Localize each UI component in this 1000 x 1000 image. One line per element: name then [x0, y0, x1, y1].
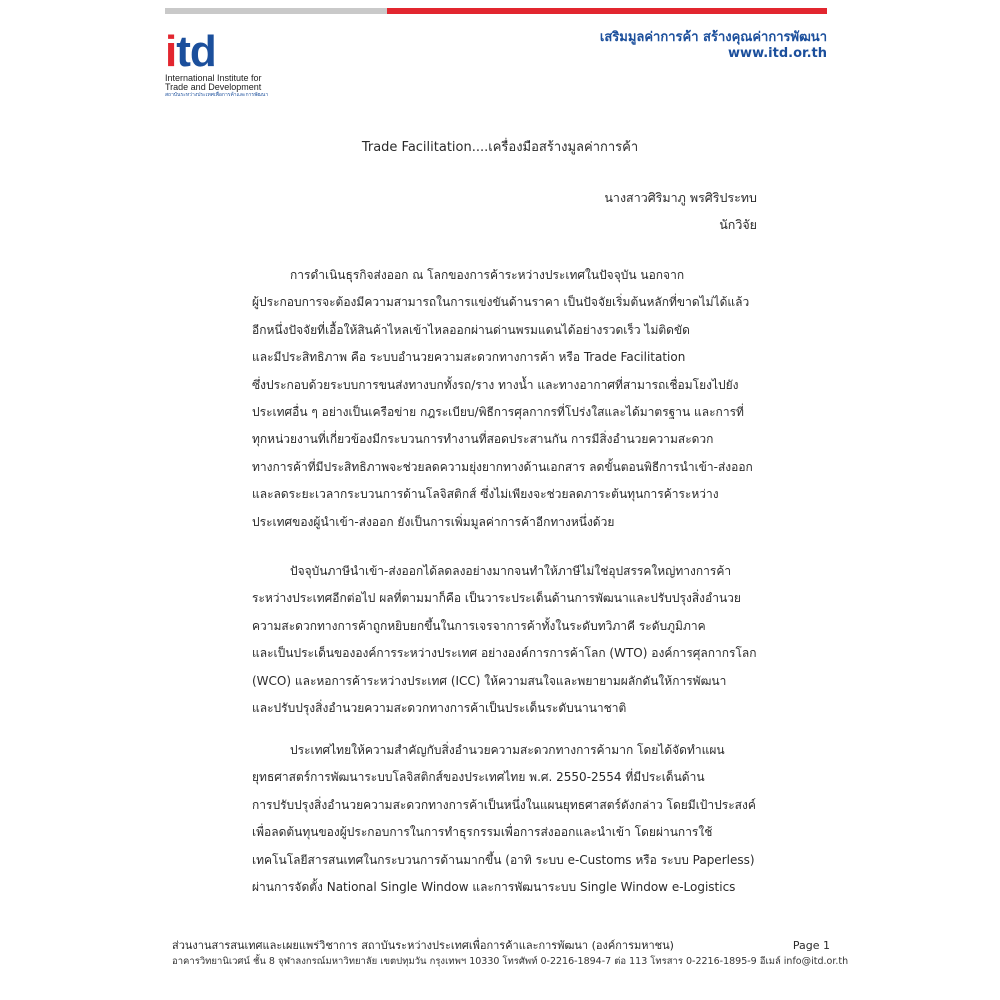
footer-page-indicator: [793, 939, 830, 952]
paragraph-line: ทางการค้าที่มีประสิทธิภาพจะช่วยลดความยุ่งยากทางด้านเอกสาร ลดขั้นตอนพิธีการนำเข้า-ส่งออก: [252, 459, 753, 474]
header-slogan-block: [600, 30, 827, 62]
paragraph-line: ผ่านการจัดตั้ง National Single Window และการพัฒนาระบบ Single Window e-Logistics: [252, 880, 736, 895]
logo-text-line1: International Institute for: [165, 73, 262, 83]
footer-page-label: Page: [792, 939, 820, 952]
paragraph-line: อีกหนึ่งปัจจัยที่เอื้อให้สินค้าไหลเข้าไหลออกผ่านด่านพรมแดนได้อย่างรวดเร็ว ไม่ติดขัด: [252, 322, 690, 337]
paragraph-line: ทุกหน่วยงานที่เกี่ยวข้องมีกระบวนการทำงานที่สอดประสานกัน การมีสิ่งอำนวยความสะดวก: [252, 432, 714, 447]
logo-letter-t: t: [176, 27, 190, 76]
paragraph-line: และมีประสิทธิภาพ คือ ระบบอำนวยความสะดวกทางการค้า หรือ Trade Facilitation: [252, 350, 686, 365]
paragraph-line: ความสะดวกทางการค้าถูกหยิบยกขึ้นในการเจรจาการค้าทั้งในระดับทวิภาคี ระดับภูมิภาค: [252, 618, 706, 633]
author-name: นางสาวศิริมาภู พรศิริประทบ: [604, 190, 757, 205]
paragraph-line: และเป็นประเด็นขององค์การระหว่างประเทศ อย่างองค์การการค้าโลก (WTO) องค์การศุลกากรโลก: [252, 646, 757, 661]
paragraph-line: เทคโนโลยีสารสนเทศในกระบวนการด้านมากขึ้น (อาทิ ระบบ e-Customs หรือ ระบบ Paperless): [252, 852, 755, 867]
paragraph-line: ผู้ประกอบการจะต้องมีความสามารถในการแข่งขันด้านราคา เป็นปัจจัยเริ่มต้นหลักที่ขาดไม่ได้แล้ว: [252, 295, 750, 310]
author-block: [604, 184, 757, 238]
footer-department: ส่วนงานสารสนเทศและเผยแพร่วิชาการ สถาบันระหว่างประเทศเพื่อการค้าและการพัฒนา (องค์การมหาชน): [172, 939, 674, 952]
paragraph-1: [252, 262, 770, 536]
paragraph-2: [252, 558, 770, 722]
header-red-bar: [387, 8, 827, 14]
paragraph-line: ประเทศไทยให้ความสำคัญกับสิ่งอำนวยความสะดวกทางการค้ามาก โดยได้จัดทำแผน: [290, 743, 725, 757]
paragraph-line: และปรับปรุงสิ่งอำนวยความสะดวกทางการค้าเป็นประเด็นระดับนานาชาติ: [252, 701, 627, 716]
author-role: นักวิจัย: [719, 217, 757, 232]
logo-text-line2: Trade and Development: [165, 82, 262, 92]
header-gray-bar: [165, 8, 387, 14]
page-footer: [172, 936, 849, 969]
header-slogan: เสริมมูลค่าการค้า สร้างคุณค่าการพัฒนา: [599, 30, 827, 45]
logo-mark: [165, 27, 295, 76]
paragraph-line: ประเทศของผู้นำเข้า-ส่งออก ยังเป็นการเพิ่มมูลค่าการค้าอีกทางหนึ่งด้วย: [252, 514, 615, 529]
paragraph-line: (WCO) และหอการค้าระหว่างประเทศ (ICC) ให้ความสนใจและพยายามผลักดันให้การพัฒนา: [252, 673, 727, 688]
itd-logo: [165, 27, 295, 102]
paragraph-line: ยุทธศาสตร์การพัฒนาระบบโลจิสติกส์ของประเทศไทย พ.ศ. 2550-2554 ที่มีประเด็นด้าน: [252, 770, 705, 785]
paragraph-line: เพื่อลดต้นทุนของผู้ประกอบการในการทำธุรกรรมเพื่อการส่งออกและนำเข้า โดยผ่านการใช้: [252, 825, 713, 840]
paragraph-line: การดำเนินธุรกิจส่งออก ณ โลกของการค้าระหว่างประเทศในปัจจุบัน นอกจาก: [290, 268, 685, 282]
document-title: Trade Facilitation....เครื่องมือสร้างมูลค่าการค้า: [361, 140, 639, 155]
paragraph-line: และลดระยะเวลากระบวนการด้านโลจิสติกส์ ซึ่งไม่เพียงจะช่วยลดภาระต้นทุนการค้าระหว่าง: [252, 487, 719, 502]
paragraph-line: ประเทศอื่น ๆ อย่างเป็นเครือข่าย กฎระเบียบ/พิธีการศุลกากรที่โปร่งใสและได้มาตรฐาน และการที่: [252, 405, 744, 420]
paragraph-line: ปัจจุบันภาษีนำเข้า-ส่งออกได้ลดลงอย่างมากจนทำให้ภาษีไม่ใช่อุปสรรคใหญ่ทางการค้า: [290, 564, 732, 578]
logo-letter-d: d: [189, 27, 216, 76]
header-website: www.itd.or.th: [728, 46, 827, 61]
footer-page-number: 1: [823, 939, 830, 952]
logo-letter-i: i: [165, 27, 177, 76]
paragraph-3: [252, 737, 770, 901]
paragraph-line: การปรับปรุงสิ่งอำนวยความสะดวกทางการค้าเป็นหนึ่งในแผนยุทธศาสตร์ดังกล่าว โดยมีเป้าประสงค์: [252, 797, 756, 812]
logo-text-line3: สถาบันระหว่างประเทศเพื่อการค้าและการพัฒนา: [165, 92, 269, 98]
paragraph-line: ซึ่งประกอบด้วยระบบการขนส่งทางบกทั้งรถ/ราง ทางน้ำ และทางอากาศที่สามารถเชื่อมโยงไปยัง: [252, 377, 739, 392]
paragraph-line: ระหว่างประเทศอีกต่อไป ผลที่ตามมาก็คือ เป็นวาระประเด็นด้านการพัฒนาและปรับปรุงสิ่งอำนวย: [252, 591, 741, 606]
footer-address: อาคารวิทยานิเวศน์ ชั้น 8 จุฬาลงกรณ์มหาวิทยาลัย เขตปทุมวัน กรุงเทพฯ 10330 โทรศัพท์ 0-2216-1894-7 ต่อ 113 โทรสาร 0-2216-1895-9 อีเมล์ info@itd.or.th: [172, 956, 849, 967]
